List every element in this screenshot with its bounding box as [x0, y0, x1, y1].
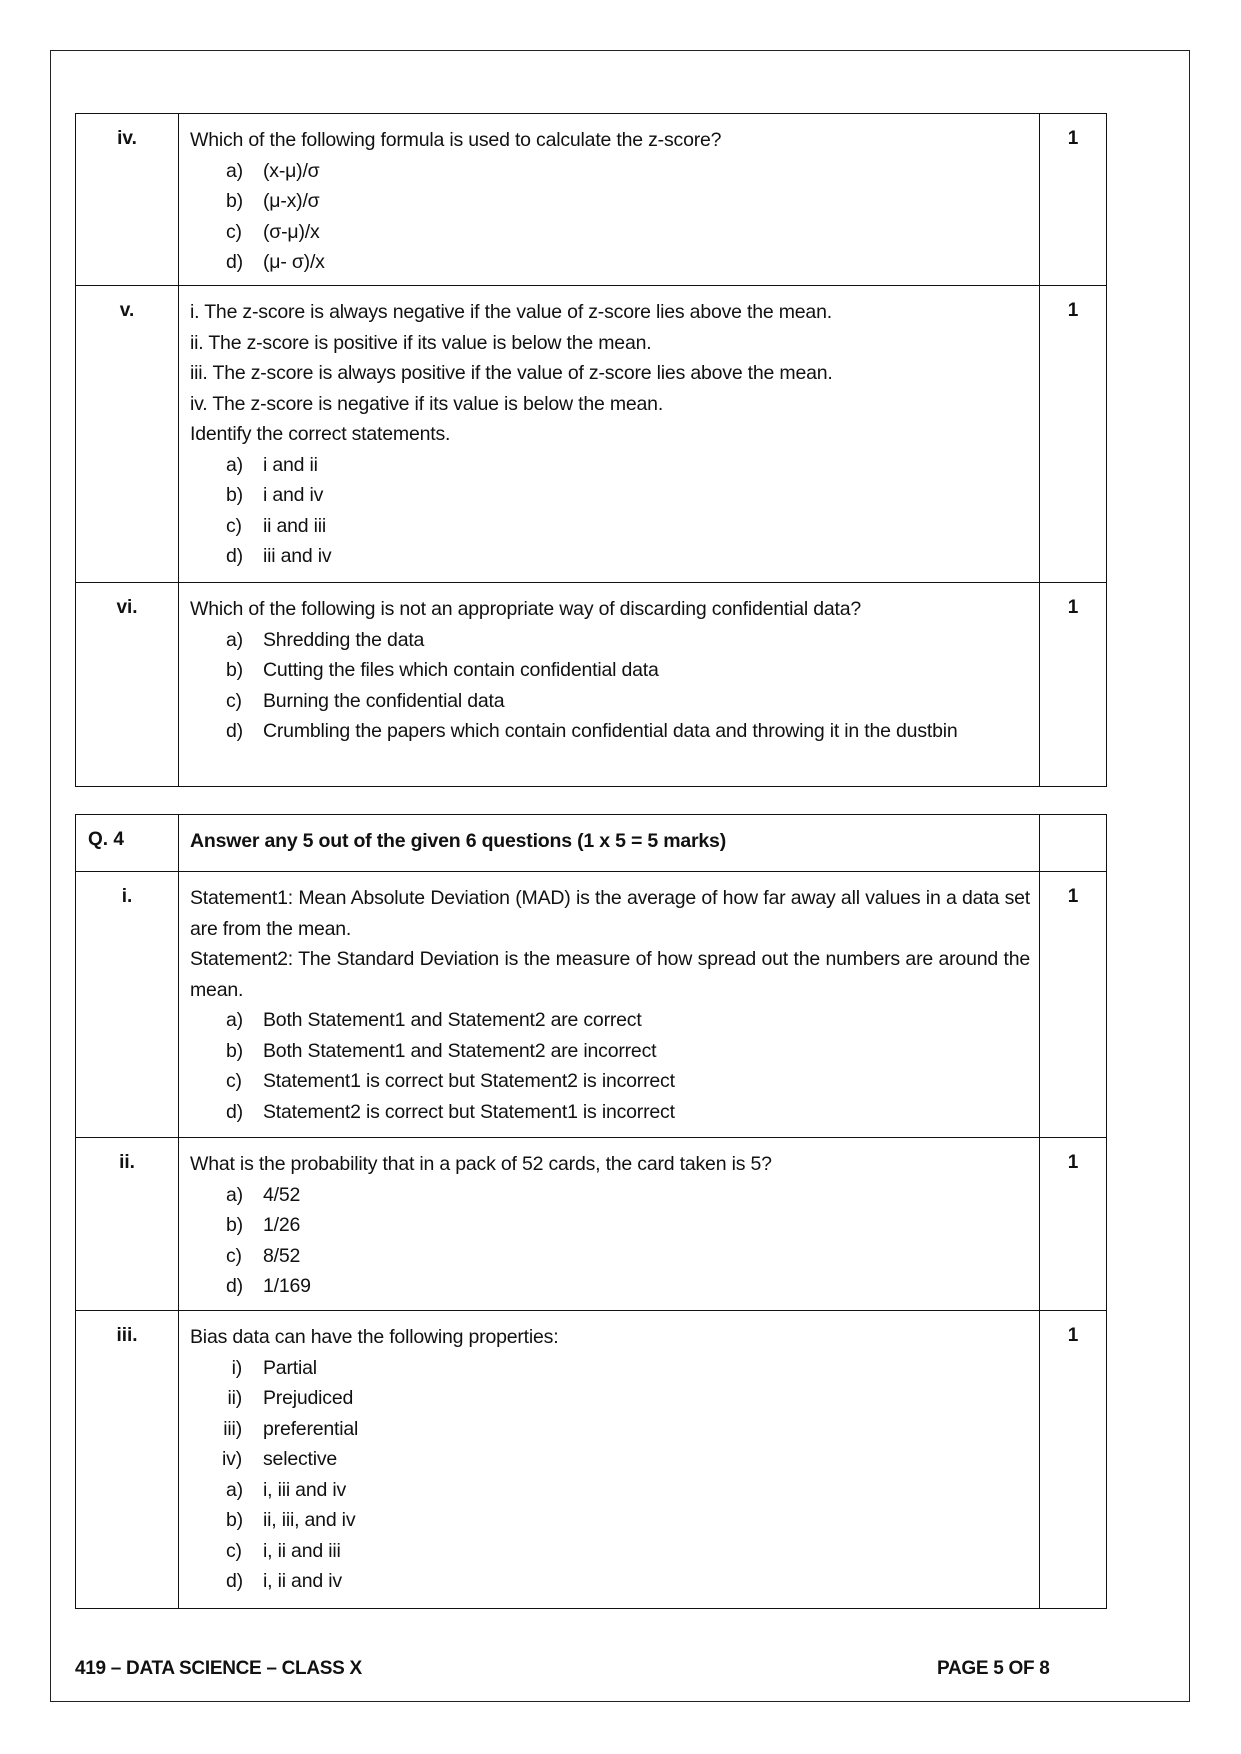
property-i: [190, 1353, 1030, 1384]
marks: 1: [1040, 114, 1107, 286]
marks: 1: [1040, 872, 1107, 1138]
option-label: d): [226, 1100, 243, 1123]
question-number: v.: [76, 286, 179, 583]
question-number: iii.: [76, 1311, 179, 1609]
option-label: c): [226, 1244, 242, 1267]
question-row-ii: [76, 1138, 1107, 1311]
option-c: [190, 1066, 1030, 1097]
question-body: [179, 872, 1040, 1138]
option-label: a): [226, 1009, 243, 1031]
question-row-iii: [76, 1311, 1107, 1609]
footer-subject: 419 – DATA SCIENCE – CLASS X: [75, 1658, 362, 1679]
statement-iii: iii. The z-score is always positive if the value of z-score lies above the mean.: [190, 362, 833, 384]
option-text: (μ-x)/σ: [263, 190, 320, 212]
question-stem: Which of the following is not an appropriate way of discarding confidential data?: [190, 598, 862, 620]
option-text: i and iv: [263, 484, 324, 506]
question-number: ii.: [76, 1138, 179, 1311]
option-label: d): [226, 1570, 243, 1592]
option-text: Statement2 is correct but Statement1 is incorrect: [263, 1100, 675, 1123]
property-text: Prejudiced: [263, 1387, 354, 1409]
question-row-iv: [76, 114, 1107, 286]
property-label: iv): [222, 1448, 242, 1470]
footer-page-number: PAGE 5 OF 8: [937, 1658, 1050, 1679]
property-text: selective: [263, 1448, 338, 1470]
option-text: Statement1 is correct but Statement2 is incorrect: [263, 1070, 675, 1092]
option-text: Shredding the data: [263, 628, 425, 651]
option-b: [190, 655, 1030, 686]
option-text: 4/52: [263, 1183, 301, 1206]
section-header-row: [76, 815, 1107, 872]
option-d: [190, 1566, 1030, 1597]
marks: 1: [1040, 1311, 1107, 1609]
property-text: preferential: [263, 1417, 359, 1440]
option-label: b): [226, 1039, 243, 1062]
option-label: b): [226, 1214, 243, 1236]
option-text: i, ii and iii: [263, 1539, 341, 1562]
section-instruction: Answer any 5 out of the given 6 questions (1 x 5 = 5 marks): [179, 815, 1040, 872]
option-a: [190, 625, 1030, 656]
option-label: b): [226, 190, 243, 212]
marks: 1: [1040, 1138, 1107, 1311]
section-number: Q. 4: [76, 815, 179, 872]
statement-i: i. The z-score is always negative if the value of z-score lies above the mean.: [190, 301, 832, 323]
statement-1: Statement1: Mean Absolute Deviation (MAD) is the average of how far away all values in a data set are from the mean.: [190, 887, 1030, 940]
question-number: vi.: [76, 583, 179, 787]
option-label: a): [226, 453, 243, 476]
option-d: [190, 716, 1030, 747]
question-body: [179, 583, 1040, 787]
option-a: [190, 1475, 1030, 1506]
property-iii: [190, 1414, 1030, 1445]
marks: 1: [1040, 286, 1107, 583]
option-b: [190, 186, 1030, 217]
option-text: i, iii and iv: [263, 1478, 347, 1501]
option-text: Both Statement1 and Statement2 are incorrect: [263, 1039, 657, 1062]
option-label: d): [226, 545, 243, 567]
question-body: [179, 1311, 1040, 1609]
question-stem: What is the probability that in a pack of 52 cards, the card taken is 5?: [190, 1153, 772, 1175]
option-b: [190, 1210, 1030, 1241]
marks: 1: [1040, 583, 1107, 787]
option-b: [190, 1505, 1030, 1536]
option-text: ii, iii, and iv: [263, 1509, 356, 1531]
option-b: [190, 480, 1030, 511]
question-body: [179, 286, 1040, 583]
option-text: 1/26: [263, 1214, 301, 1236]
question-number: iv.: [76, 114, 179, 286]
option-b: [190, 1036, 1030, 1067]
option-d: [190, 247, 1030, 278]
question-table-q4: [75, 814, 1107, 1609]
option-label: c): [226, 514, 242, 537]
question-number: i.: [76, 872, 179, 1138]
marks-empty: [1040, 815, 1107, 872]
question-body: [179, 114, 1040, 286]
property-label: i): [231, 1356, 242, 1379]
option-label: a): [226, 628, 243, 651]
option-label: c): [226, 1539, 242, 1562]
option-label: a): [226, 1478, 243, 1501]
option-d: [190, 541, 1030, 572]
option-label: b): [226, 484, 243, 506]
option-text: 1/169: [263, 1275, 311, 1297]
option-a: [190, 450, 1030, 481]
property-text: Partial: [263, 1356, 317, 1379]
option-a: [190, 1005, 1030, 1036]
option-text: Burning the confidential data: [263, 689, 505, 712]
option-c: [190, 1241, 1030, 1272]
option-text: iii and iv: [263, 545, 332, 567]
option-text: ii and iii: [263, 514, 327, 537]
option-label: d): [226, 720, 243, 742]
option-c: [190, 686, 1030, 717]
property-ii: [190, 1383, 1030, 1414]
question-stem: Which of the following formula is used to calculate the z-score?: [190, 129, 722, 151]
question-table-q3: [75, 113, 1107, 787]
question-row-vi: [76, 583, 1107, 787]
option-d: [190, 1271, 1030, 1302]
option-label: d): [226, 251, 243, 273]
statement-ii: ii. The z-score is positive if its value is below the mean.: [190, 331, 652, 354]
option-text: Crumbling the papers which contain confidential data and throwing it in the dustbin: [263, 720, 958, 742]
property-label: iii): [223, 1417, 242, 1440]
option-c: [190, 1536, 1030, 1567]
option-a: [190, 1180, 1030, 1211]
property-label: ii): [227, 1387, 242, 1409]
option-c: [190, 511, 1030, 542]
option-text: i and ii: [263, 453, 318, 476]
option-text: (σ-μ)/x: [263, 220, 320, 243]
question-stem: Identify the correct statements.: [190, 423, 451, 445]
option-text: Cutting the files which contain confidential data: [263, 659, 659, 681]
option-label: c): [226, 1070, 242, 1092]
option-text: Both Statement1 and Statement2 are correct: [263, 1009, 642, 1031]
question-stem: Bias data can have the following properties:: [190, 1326, 559, 1348]
option-c: [190, 217, 1030, 248]
option-label: b): [226, 1509, 243, 1531]
option-label: c): [226, 220, 242, 243]
option-label: a): [226, 1183, 243, 1206]
option-d: [190, 1097, 1030, 1128]
option-text: i, ii and iv: [263, 1570, 342, 1592]
option-label: a): [226, 159, 243, 182]
option-label: c): [226, 689, 242, 712]
question-row-i: [76, 872, 1107, 1138]
statement-2: Statement2: The Standard Deviation is the measure of how spread out the numbers are around the mean.: [190, 948, 1030, 1001]
option-text: 8/52: [263, 1244, 301, 1267]
statement-iv: iv. The z-score is negative if its value is below the mean.: [190, 392, 664, 415]
option-a: [190, 156, 1030, 187]
option-text: (x-μ)/σ: [263, 159, 320, 182]
question-row-v: [76, 286, 1107, 583]
option-label: b): [226, 659, 243, 681]
question-body: [179, 1138, 1040, 1311]
option-label: d): [226, 1275, 243, 1297]
property-iv: [190, 1444, 1030, 1475]
option-text: (μ- σ)/x: [263, 251, 325, 273]
